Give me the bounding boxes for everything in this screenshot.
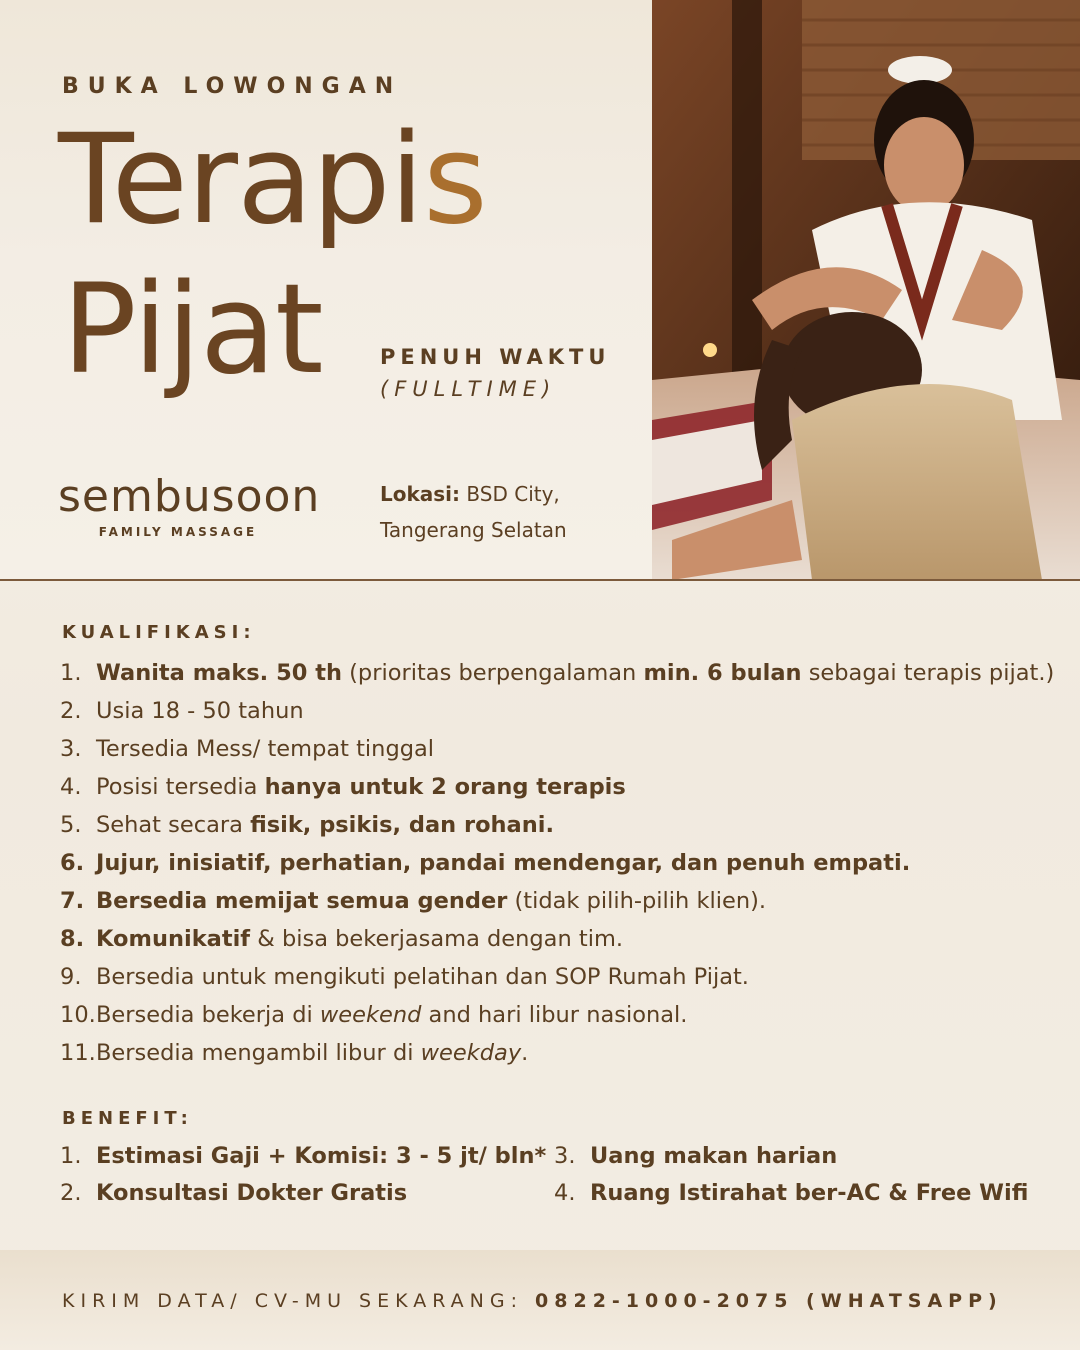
list-item: 4. Posisi tersedia hanya untuk 2 orang terapis bbox=[60, 774, 626, 800]
title-line-1-accent: s bbox=[423, 108, 487, 252]
location-label: Lokasi: bbox=[380, 482, 461, 506]
location-value-2: Tangerang Selatan bbox=[380, 518, 567, 542]
employment-type-id: PENUH WAKTU bbox=[380, 345, 611, 369]
hero-divider bbox=[0, 579, 1080, 581]
list-item: 1. Estimasi Gaji + Komisi: 3 - 5 jt/ bln* bbox=[60, 1143, 547, 1169]
list-item: 8. Komunikatif & bisa bekerjasama dengan tim. bbox=[60, 926, 624, 952]
list-item: 7. Bersedia memijat semua gender (tidak pilih-pilih klien). bbox=[60, 888, 767, 914]
title-line-2: Pijat bbox=[62, 258, 323, 402]
hero-text-panel bbox=[0, 0, 652, 580]
cta-text bbox=[62, 1290, 1003, 1312]
footer-cta-bar bbox=[0, 1250, 1080, 1350]
list-item: 3. Tersedia Mess/ tempat tinggal bbox=[60, 736, 435, 762]
massage-scene-illustration bbox=[652, 0, 1080, 580]
list-item: 4. Ruang Istirahat ber-AC & Free Wifi bbox=[554, 1180, 1029, 1206]
brand-logo bbox=[58, 471, 321, 539]
list-item: 2. Usia 18 - 50 tahun bbox=[60, 698, 304, 724]
list-item: 1. Wanita maks. 50 th (prioritas berpengalaman min. 6 bulan sebagai terapis pijat.) bbox=[60, 660, 1055, 686]
employment-type-en: (FULLTIME) bbox=[380, 377, 557, 401]
qualifications-label: KUALIFIKASI: bbox=[62, 622, 256, 643]
list-item: 9. Bersedia untuk mengikuti pelatihan dan SOP Rumah Pijat. bbox=[60, 964, 749, 990]
hero-section bbox=[0, 0, 1080, 580]
list-item: 11.Bersedia mengambil libur di weekday. bbox=[60, 1040, 529, 1066]
title-line-1-main: Terapi bbox=[58, 108, 424, 252]
list-item: 5. Sehat secara fisik, psikis, dan rohani. bbox=[60, 812, 555, 838]
list-item: 2. Konsultasi Dokter Gratis bbox=[60, 1180, 408, 1206]
title-line-1 bbox=[58, 108, 487, 252]
list-item: 10.Bersedia bekerja di weekend and hari libur nasional. bbox=[60, 1002, 688, 1028]
kicker-text: BUKA LOWONGAN bbox=[62, 74, 403, 99]
therapist-photo bbox=[652, 0, 1080, 580]
location-block bbox=[380, 476, 567, 548]
location-line-1 bbox=[380, 476, 567, 512]
whatsapp-contact[interactable]: 0822-1000-2075 (WHATSAPP) bbox=[535, 1290, 1003, 1312]
list-item: 3. Uang makan harian bbox=[554, 1143, 838, 1169]
list-item: 6. Jujur, inisiatif, perhatian, pandai mendengar, dan penuh empati. bbox=[60, 850, 911, 876]
logo-wordmark: sembusoon bbox=[58, 471, 321, 522]
location-value-1: BSD City, bbox=[466, 482, 560, 506]
cta-label: KIRIM DATA/ CV-MU SEKARANG: bbox=[62, 1290, 536, 1312]
employment-type bbox=[380, 345, 610, 401]
qualifications-list bbox=[60, 654, 1060, 1072]
benefits-label: BENEFIT: bbox=[62, 1108, 193, 1129]
logo-tagline: FAMILY MASSAGE bbox=[98, 525, 258, 539]
benefits-list bbox=[60, 1138, 1060, 1218]
